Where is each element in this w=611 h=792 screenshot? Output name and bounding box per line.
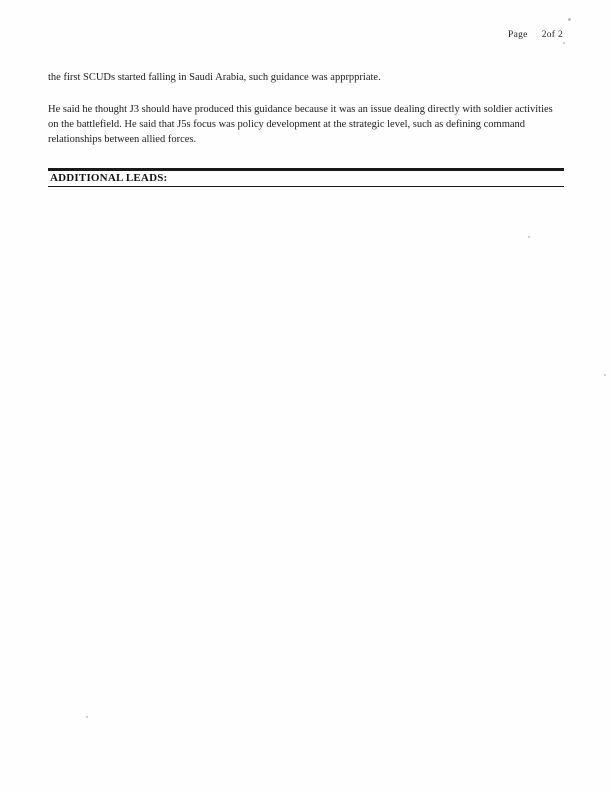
scan-speck (86, 716, 88, 718)
page-label: Page (508, 30, 528, 40)
section-heading-additional-leads: ADDITIONAL LEADS: (50, 172, 168, 184)
paragraph-1: the first SCUDs started falling in Saudi Arabia, such guidance was apprppriate. (48, 72, 381, 83)
page-number: 2of 2 (541, 30, 563, 40)
scan-speck (528, 236, 530, 238)
divider-thin (48, 186, 564, 187)
paragraph-2: He said he thought J3 should have produced this guidance because it was an issue dealing directly with soldier activities on the battlefield. He said that J5s focus was policy development at the strategic level, such as defining command relationships between allied forces. (48, 104, 553, 146)
scan-speck (604, 374, 606, 376)
scan-speck (568, 18, 571, 21)
scan-speck (563, 42, 565, 44)
divider-thick (48, 168, 564, 171)
page-header (0, 30, 611, 40)
